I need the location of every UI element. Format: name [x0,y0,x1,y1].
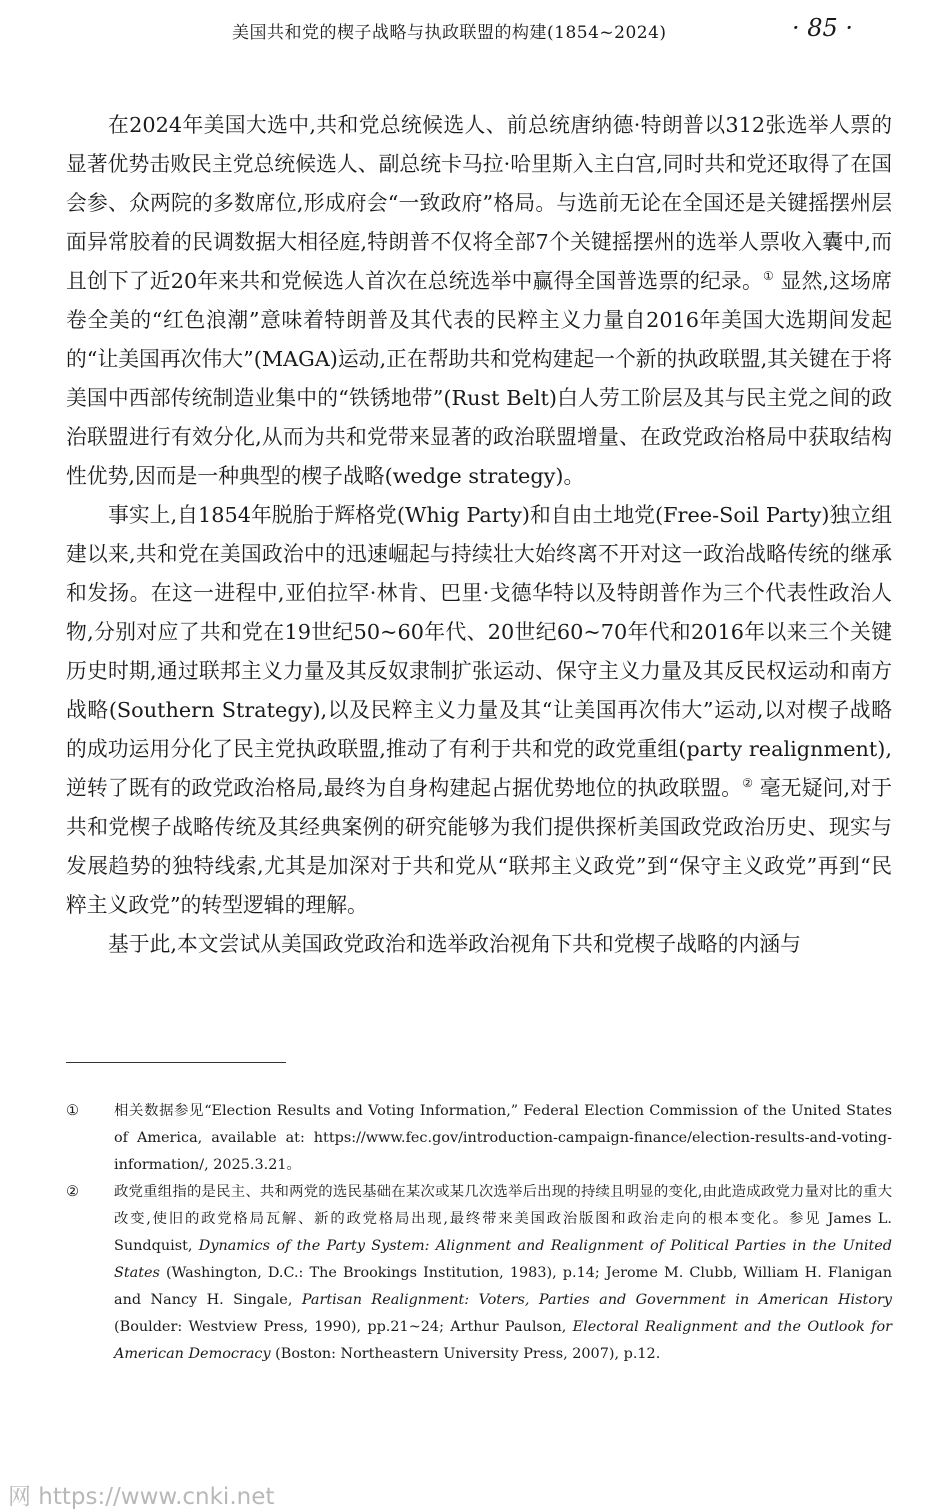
footnotes [66,1098,892,1368]
paragraph-1 [66,106,892,496]
footnote-1 [66,1098,892,1179]
running-title: 美国共和党的楔子战略与执政联盟的构建(1854~2024) [232,23,667,43]
footnote-2-mark: ② [66,1184,79,1200]
footnote-2 [66,1179,892,1368]
footnote-2-text-d: (Boston: Northeastern University Press, 2007), p.12. [270,1346,661,1362]
footnote-ref-2[interactable]: ② [742,776,754,790]
paragraph-1-text-a: 在2024年美国大选中,共和党总统候选人、前总统唐纳德·特朗普以312张选举人票的显著优势击败民主党总统候选人、副总统卡马拉·哈里斯入主白宫,同时共和党还取得了在国会参、众两院的多数席位,形成府会“一致政府”格局。与选前无论在全国还是关键摇摆州层面异常胶着的民调数据大相径庭,特朗普不仅将全部7个关键摇摆州的选举人票收入囊中,而且创下了近20年来共和党候选人首次在总统选举中赢得全国普选票的纪录。 [66,113,892,293]
page-number: · 85 · [792,14,854,42]
footnote-2-text-a: 政党重组指的是民主、共和两党的选民基础在某次或某几次选举后出现的持续且明显的变化,由此造成政党力量对比的重大改变,使旧的政党格局瓦解、新的政党格局出现,最终带来美国政治版图和政治走向的根本变化。参见 James L. Sundquist, [114,1184,892,1254]
footnote-divider [66,1062,286,1063]
paragraph-1-text-b: 显然,这场席卷全美的“红色浪潮”意味着特朗普及其代表的民粹主义力量自2016年美国大选期间发起的“让美国再次伟大”(MAGA)运动,正在帮助共和党构建起一个新的执政联盟,其关键在于将美国中西部传统制造业集中的“铁锈地带”(Rust Belt)白人劳工阶层及其与民主党之间的政治联盟进行有效分化,从而为共和党带来显著的政治联盟增量、在政党政治格局中获取结构性优势,因而是一种典型的楔子战略(wedge strategy)。 [66,269,892,488]
footnote-1-mark: ① [66,1103,79,1119]
page-header [0,10,942,46]
footnote-2-book-title-3: Electoral Realignment and the Outlook for American Democracy [114,1319,892,1362]
paragraph-2-text-a: 事实上,自1854年脱胎于辉格党(Whig Party)和自由土地党(Free-Soil Party)独立组建以来,共和党在美国政治中的迅速崛起与持续壮大始终离不开对这一政治战略传统的继承和发扬。在这一进程中,亚伯拉罕·林肯、巴里·戈德华特以及特朗普作为三个代表性政治人物,分别对应了共和党在19世纪50~60年代、20世纪60~70年代和2016年以来三个关键历史时期,通过联邦主义力量及其反奴隶制扩张运动、保守主义力量及其反民权运动和南方战略(Southern Strategy),以及民粹主义力量及其“让美国再次伟大”运动,以对楔子战略的成功运用分化了民主党执政联盟,推动了有利于共和党的政党重组(party realignment),逆转了既有的政党政治格局,最终为自身构建起占据优势地位的执政联盟。 [66,503,892,800]
footnote-1-text: 相关数据参见“Election Results and Voting Information,” Federal Election Commission of the United States of America, available at: https://www.fec.gov/introduction-campaign-finance/election-results-and-voting-information/, 2025.3.21。 [114,1103,892,1173]
article-body [66,106,892,964]
footnote-2-book-title-2: Partisan Realignment: Voters, Parties and Government in American History [301,1292,892,1308]
paragraph-2 [66,496,892,925]
footnote-ref-1[interactable]: ① [762,269,774,283]
cnki-watermark: 网 https://www.cnki.net [8,1484,275,1510]
footnote-2-text-c: (Boulder: Westview Press, 1990), pp.21~24; Arthur Paulson, [114,1319,573,1335]
footnote-2-book-title-1: Dynamics of the Party System: Alignment and Realignment of Political Parties in the United States [114,1238,892,1281]
paragraph-3: 基于此,本文尝试从美国政党政治和选举政治视角下共和党楔子战略的内涵与 [108,932,801,956]
paragraph-2-text-b: 毫无疑问,对于共和党楔子战略传统及其经典案例的研究能够为我们提供探析美国政党政治历史、现实与发展趋势的独特线索,尤其是加深对于共和党从“联邦主义政党”到“保守主义政党”再到“民粹主义政党”的转型逻辑的理解。 [66,776,892,917]
footnote-2-text-b: (Washington, D.C.: The Brookings Institution, 1983), p.14; Jerome M. Clubb, William H. Flanigan and Nancy H. Singale, [114,1265,892,1308]
